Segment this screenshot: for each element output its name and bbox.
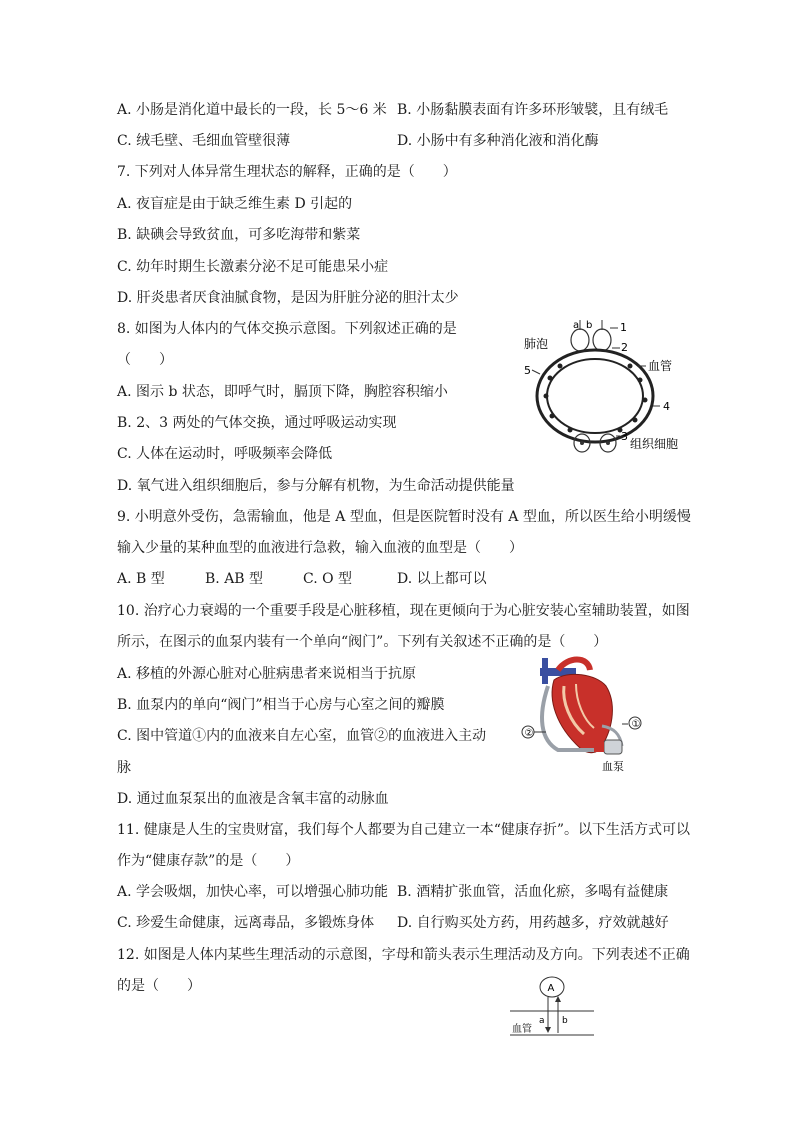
fig8-label-2: 2: [621, 341, 628, 354]
fig8-alveolus-label: 肺泡: [524, 337, 549, 351]
q9-stem: 9. 小明意外受伤，急需输血，他是 A 型血，但是医院暂时没有 A 型血，所以医生给小明缓慢: [117, 509, 691, 525]
q9-option-d: D. 以上都可以: [397, 571, 487, 587]
q6-option-b: B. 小肠黏膜表面有许多环形皱襞，且有绒毛: [397, 102, 669, 118]
q8-option-a: A. 图示 b 状态，即呼气时，膈顶下降，胸腔容积缩小: [117, 384, 448, 400]
q10-option-d: D. 通过血泵泵出的血液是含氧丰富的动脉血: [117, 791, 389, 807]
q6-option-d: D. 小肠中有多种消化液和消化酶: [397, 133, 599, 149]
q8-option-b: B. 2、3 两处的气体交换，通过呼吸运动实现: [117, 415, 397, 431]
q8-option-d: D. 氧气进入组织细胞后，参与分解有机物，为生命活动提供能量: [117, 478, 515, 494]
fig12-label-a: a: [539, 1016, 545, 1026]
heart-pump-figure: [518, 656, 668, 776]
q8-stem: 8. 如图为人体内的气体交换示意图。下列叙述正确的是: [117, 321, 457, 337]
q11-option-b: B. 酒精扩张血管，活血化瘀，多喝有益健康: [397, 884, 669, 900]
q10-option-c-cont: 脉: [117, 760, 131, 776]
q11-stem-cont: 作为“健康存款”的是（ ）: [117, 853, 300, 869]
fig8-label-1: 1: [620, 321, 627, 334]
q11-option-a: A. 学会吸烟，加快心率，可以增强心肺功能: [117, 884, 389, 900]
fig8-tissue-cell-label: 组织细胞: [630, 437, 679, 451]
fig8-label-b: b: [586, 320, 593, 331]
q7-stem: 7. 下列对人体异常生理状态的解释，正确的是（ ）: [117, 164, 457, 180]
q6-option-a: A. 小肠是消化道中最长的一段，长 5～6 米: [117, 102, 387, 118]
q7-option-b: B. 缺碘会导致贫血，可多吃海带和紫菜: [117, 227, 361, 243]
fig12-vessel-label: 血管: [512, 1024, 532, 1035]
q11-option-c: C. 珍爱生命健康，远离毒品，多锻炼身体: [117, 915, 375, 931]
fig8-label-4: 4: [663, 400, 670, 413]
fig8-label-5: 5: [524, 364, 531, 377]
physiology-diagram: [510, 975, 610, 1039]
fig8-label-a: a: [573, 320, 580, 331]
fig8-vessel-label: 血管: [648, 359, 673, 373]
gas-exchange-figure: [520, 318, 700, 458]
fig8-label-3: 3: [621, 430, 628, 443]
q11-stem: 11. 健康是人生的宝贵财富，我们每个人都要为自己建立一本“健康存折”。以下生活方式可以: [117, 822, 691, 838]
q6-option-c: C. 绒毛壁、毛细血管壁很薄: [117, 133, 291, 149]
q11-option-d: D. 自行购买处方药，用药越多，疗效就越好: [397, 915, 669, 931]
q10-stem-cont: 所示，在图示的血泵内装有一个单向“阀门”。下列有关叙述不正确的是（ ）: [117, 634, 608, 650]
fig12-label-b: b: [562, 1016, 568, 1026]
q7-option-d: D. 肝炎患者厌食油腻食物，是因为肝脏分泌的胆汁太少: [117, 290, 459, 306]
fig12-label-A: A: [547, 983, 555, 994]
q7-option-c: C. 幼年时期生长激素分泌不足可能患呆小症: [117, 259, 389, 275]
q12-stem: 12. 如图是人体内某些生理活动的示意图，字母和箭头表示生理活动及方向。下列表述不正确: [117, 947, 690, 963]
q10-option-c: C. 图中管道①内的血液来自左心室，血管②的血液进入主动: [117, 728, 487, 744]
fig10-label-2: ②: [524, 728, 534, 739]
q9-option-c: C. O 型: [303, 571, 353, 587]
fig10-label-1: ①: [631, 719, 641, 730]
q10-option-a: A. 移植的外源心脏对心脏病患者来说相当于抗原: [117, 666, 417, 682]
q9-option-b: B. AB 型: [205, 571, 264, 587]
q7-option-a: A. 夜盲症是由于缺乏维生素 D 引起的: [117, 196, 353, 212]
q8-option-c: C. 人体在运动时，呼吸频率会降低: [117, 446, 333, 462]
q9-stem-cont: 输入少量的某种血型的血液进行急救，输入血液的血型是（ ）: [117, 540, 523, 556]
q10-stem: 10. 治疗心力衰竭的一个重要手段是心脏移植，现在更倾向于为心脏安装心室辅助装置，如图: [117, 603, 690, 619]
q8-stem-paren: （ ）: [117, 352, 173, 368]
q12-stem-cont: 的是（ ）: [117, 978, 201, 994]
fig10-pump-label: 血泵: [602, 760, 624, 773]
q9-option-a: A. B 型: [117, 571, 165, 587]
q10-option-b: B. 血泵内的单向“阀门”相当于心房与心室之间的瓣膜: [117, 697, 445, 713]
